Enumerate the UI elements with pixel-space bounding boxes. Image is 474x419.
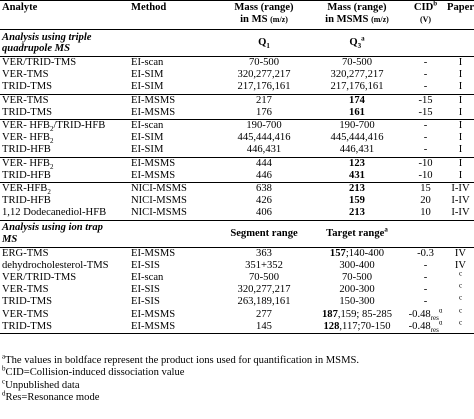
analyte-cell: VER-$HFB_2$ xyxy=(0,183,129,196)
ms-mass-cell: 446 xyxy=(256,169,272,181)
analyte-cell: TRID-HFB xyxy=(2,169,51,181)
analyte-cell: VER- $HFB_2$ xyxy=(2,132,54,145)
analyte-cell: VER- $HFB_2$ xyxy=(0,157,129,170)
table-row xyxy=(0,157,474,170)
msms-mass-cell: 431 xyxy=(349,169,365,181)
method-cell: EI-MSMS xyxy=(129,321,218,334)
target-range-cell: 200-300 xyxy=(339,284,375,296)
method-cell: EI-SIS xyxy=(131,296,160,308)
msms-mass-cell: 445,444,416 xyxy=(330,132,384,144)
msms-mass-cell: 123 xyxy=(308,157,404,170)
msms-mass-cell: 161 xyxy=(349,106,365,118)
msms-mass-cell: 159 xyxy=(349,195,365,207)
segment-range-cell: 320,277,217 xyxy=(237,284,291,296)
segment-range-cell: 277 xyxy=(256,308,272,320)
cid-cell: 10 xyxy=(420,207,431,219)
analyte-cell: TRID-HFB xyxy=(2,195,51,207)
cid-cell: -10 xyxy=(404,157,445,170)
method-cell: EI-MSMS xyxy=(129,247,218,260)
table-row xyxy=(0,272,474,284)
footnote: $^c$Unpublished data xyxy=(2,377,80,391)
segment-range-cell: 145 xyxy=(218,321,308,334)
paper-cell: I-IV xyxy=(451,195,470,207)
ms-mass-cell: 638 xyxy=(218,183,308,196)
method-cell: NICI-MSMS xyxy=(131,195,187,207)
footnote: $^a$The values in boldface represent the product ions used for quantification in MSMS. xyxy=(2,352,360,366)
cid-cell: 20 xyxy=(420,195,431,207)
ms-mass-cell: 190-700 xyxy=(218,120,308,133)
header-cid: CID$^b$ (V) xyxy=(404,1,445,30)
analyte-cell: VER- $HFB_2/TRID$-HFB xyxy=(0,120,129,133)
paper-cell: I xyxy=(458,81,463,93)
analyte-cell: TRID-TMS xyxy=(2,106,53,118)
msms-mass-cell: 217,176,161 xyxy=(330,81,384,93)
section-title: Analysis using ion trap MS xyxy=(0,220,218,247)
table-row xyxy=(0,321,474,334)
ms-mass-cell: 445,444,416 xyxy=(237,132,291,144)
method-cell: EI-SIM xyxy=(131,69,164,81)
analyte-cell: TRID-TMS xyxy=(2,81,53,93)
analyte-cell: ERG-TMS xyxy=(0,247,129,260)
footnote: $^d$Res=Resonance mode xyxy=(2,389,100,404)
table-row xyxy=(0,296,474,308)
target-range-cell: 150-300 xyxy=(339,296,375,308)
segment-range-label: Segment range xyxy=(218,220,308,247)
header-ms-range: Mass (range) in MS (m/z) xyxy=(218,1,308,30)
paper-cell: I xyxy=(458,132,463,144)
method-cell: EI-scan xyxy=(129,57,218,70)
section-row-triple-quad xyxy=(0,30,474,57)
table-row xyxy=(0,69,474,81)
table-row xyxy=(0,183,474,196)
paper-cell: I xyxy=(458,169,463,181)
msms-mass-cell: 446,431 xyxy=(339,144,375,156)
table-row xyxy=(0,260,474,272)
table-row xyxy=(0,107,474,120)
table-row xyxy=(0,207,474,220)
analyte-cell: 1,12 Dodecanediol-HFB xyxy=(2,207,107,219)
cid-cell: $-0.48_{res}^d$ xyxy=(404,321,445,334)
paper-cell: c xyxy=(458,296,463,302)
target-range-cell: 300-400 xyxy=(339,259,375,271)
cid-cell: - xyxy=(423,81,428,93)
segment-range-cell: 70-500 xyxy=(248,272,279,284)
msms-mass-cell: 190-700 xyxy=(308,120,404,133)
ms-mass-cell: 426 xyxy=(256,195,272,207)
cid-cell: - xyxy=(404,57,445,70)
table-footnotes xyxy=(2,352,360,405)
target-range-label: Target range$^a$ xyxy=(308,220,404,247)
q3-label: $Q_3^a$ xyxy=(308,30,404,57)
analyte-cell: VER-TMS xyxy=(2,69,49,81)
analyte-cell: TRID-TMS xyxy=(2,296,53,308)
method-cell: EI-MSMS xyxy=(131,106,176,118)
msms-mass-cell: 70-500 xyxy=(308,57,404,70)
ms-mass-cell: 217,176,161 xyxy=(237,81,291,93)
paper-cell: I xyxy=(445,57,474,70)
paper-cell: I-IV xyxy=(451,207,470,219)
method-cell: EI-MSMS xyxy=(131,169,176,181)
paper-cell: c xyxy=(458,272,463,278)
method-cell: EI-MSMS xyxy=(129,94,218,107)
cid-cell: -15 xyxy=(404,94,445,107)
paper-cell: I xyxy=(458,144,463,156)
table-header-row xyxy=(0,1,474,30)
paper-cell: I xyxy=(458,69,463,81)
analyte-cell: TRID-HFB xyxy=(2,144,51,156)
segment-range-cell: 263,189,161 xyxy=(237,296,291,308)
header-analyte: Analyte xyxy=(0,1,129,30)
method-cell: EI-SIS xyxy=(131,259,160,271)
paper-cell: c xyxy=(458,308,463,315)
table-row xyxy=(0,94,474,107)
table-row xyxy=(0,144,474,157)
ms-mass-cell: 444 xyxy=(218,157,308,170)
method-cell: EI-SIM xyxy=(131,144,164,156)
target-range-cell: 187,159; 85-285 xyxy=(321,308,393,320)
paper-cell: I xyxy=(445,157,474,170)
table-row xyxy=(0,170,474,183)
cid-cell: - xyxy=(423,132,428,144)
cid-cell: - xyxy=(423,259,428,271)
footnote: $^b$CID=Collision-induced dissociation value xyxy=(2,364,185,379)
method-cell: EI-SIM xyxy=(131,132,164,144)
cid-cell: - xyxy=(423,284,428,296)
table-row xyxy=(0,284,474,296)
cid-cell: - xyxy=(423,272,428,284)
analyte-cell: dehydrocholesterol-TMS xyxy=(2,259,109,271)
section-title: Analysis using triple quadrupole MS xyxy=(0,30,218,57)
analyte-cell: VER/TRID-TMS xyxy=(2,272,77,284)
target-range-cell: 157;140-400 xyxy=(308,247,404,260)
paper-cell: IV xyxy=(454,259,467,271)
ms-mass-cell: 70-500 xyxy=(218,57,308,70)
analyte-cell: VER/TRID-TMS xyxy=(0,57,129,70)
segment-range-cell: 351+352 xyxy=(245,259,283,271)
header-paper: Paper xyxy=(445,1,474,30)
ms-mass-cell: 446,431 xyxy=(246,144,282,156)
method-cell: EI-scan xyxy=(131,272,164,284)
analyte-cell: VER-TMS xyxy=(2,284,49,296)
paper-cell: I xyxy=(458,106,463,118)
target-range-cell: 70-500 xyxy=(341,272,372,284)
ms-mass-cell: 176 xyxy=(256,106,272,118)
msms-mass-cell: 174 xyxy=(308,94,404,107)
ms-mass-cell: 217 xyxy=(218,94,308,107)
table-row xyxy=(0,309,474,321)
method-cell: EI-MSMS xyxy=(129,157,218,170)
q1-label: $Q_1$ xyxy=(218,30,308,57)
paper-cell: c xyxy=(458,284,463,290)
cid-cell: - xyxy=(423,69,428,81)
method-cell: EI-SIS xyxy=(131,284,160,296)
analyte-cell: TRID-TMS xyxy=(0,321,129,334)
target-range-cell: 128,117;70-150 xyxy=(308,321,404,334)
method-cell: EI-SIM xyxy=(131,81,164,93)
method-cell: NICI-MSMS xyxy=(129,183,218,196)
section-row-ion-trap xyxy=(0,220,474,247)
table-row xyxy=(0,132,474,144)
cid-cell: - xyxy=(423,296,428,308)
msms-mass-cell: 320,277,217 xyxy=(330,69,384,81)
analyte-cell: VER-TMS xyxy=(0,94,129,107)
method-cell: EI-scan xyxy=(129,120,218,133)
header-method: Method xyxy=(129,1,218,30)
cid-cell: - xyxy=(423,144,428,156)
paper-cell: I xyxy=(445,94,474,107)
cid-cell: -15 xyxy=(418,106,433,118)
paper-cell: I xyxy=(445,120,474,133)
ms-mass-cell: 320,277,217 xyxy=(237,69,291,81)
table-row xyxy=(0,57,474,70)
segment-range-cell: 363 xyxy=(218,247,308,260)
header-msms-range: Mass (range) in MSMS (m/z) xyxy=(308,1,404,30)
analyte-cell: VER-TMS xyxy=(2,308,49,320)
cid-cell: $-0.48_{res}^d$ xyxy=(408,308,443,321)
cid-cell: 15 xyxy=(404,183,445,196)
method-cell: NICI-MSMS xyxy=(131,207,187,219)
ms-mass-cell: 406 xyxy=(256,207,272,219)
cid-cell: -10 xyxy=(418,169,433,181)
table-row xyxy=(0,81,474,94)
table-row xyxy=(0,195,474,207)
method-cell: EI-MSMS xyxy=(131,308,176,320)
paper-cell: IV xyxy=(445,247,474,260)
paper-cell: c xyxy=(445,321,474,334)
msms-mass-cell: 213 xyxy=(349,207,365,219)
cid-cell: - xyxy=(404,120,445,133)
cid-cell: -0.3 xyxy=(404,247,445,260)
msms-mass-cell: 213 xyxy=(308,183,404,196)
table-row xyxy=(0,247,474,260)
table-row xyxy=(0,120,474,133)
paper-cell: I-IV xyxy=(445,183,474,196)
